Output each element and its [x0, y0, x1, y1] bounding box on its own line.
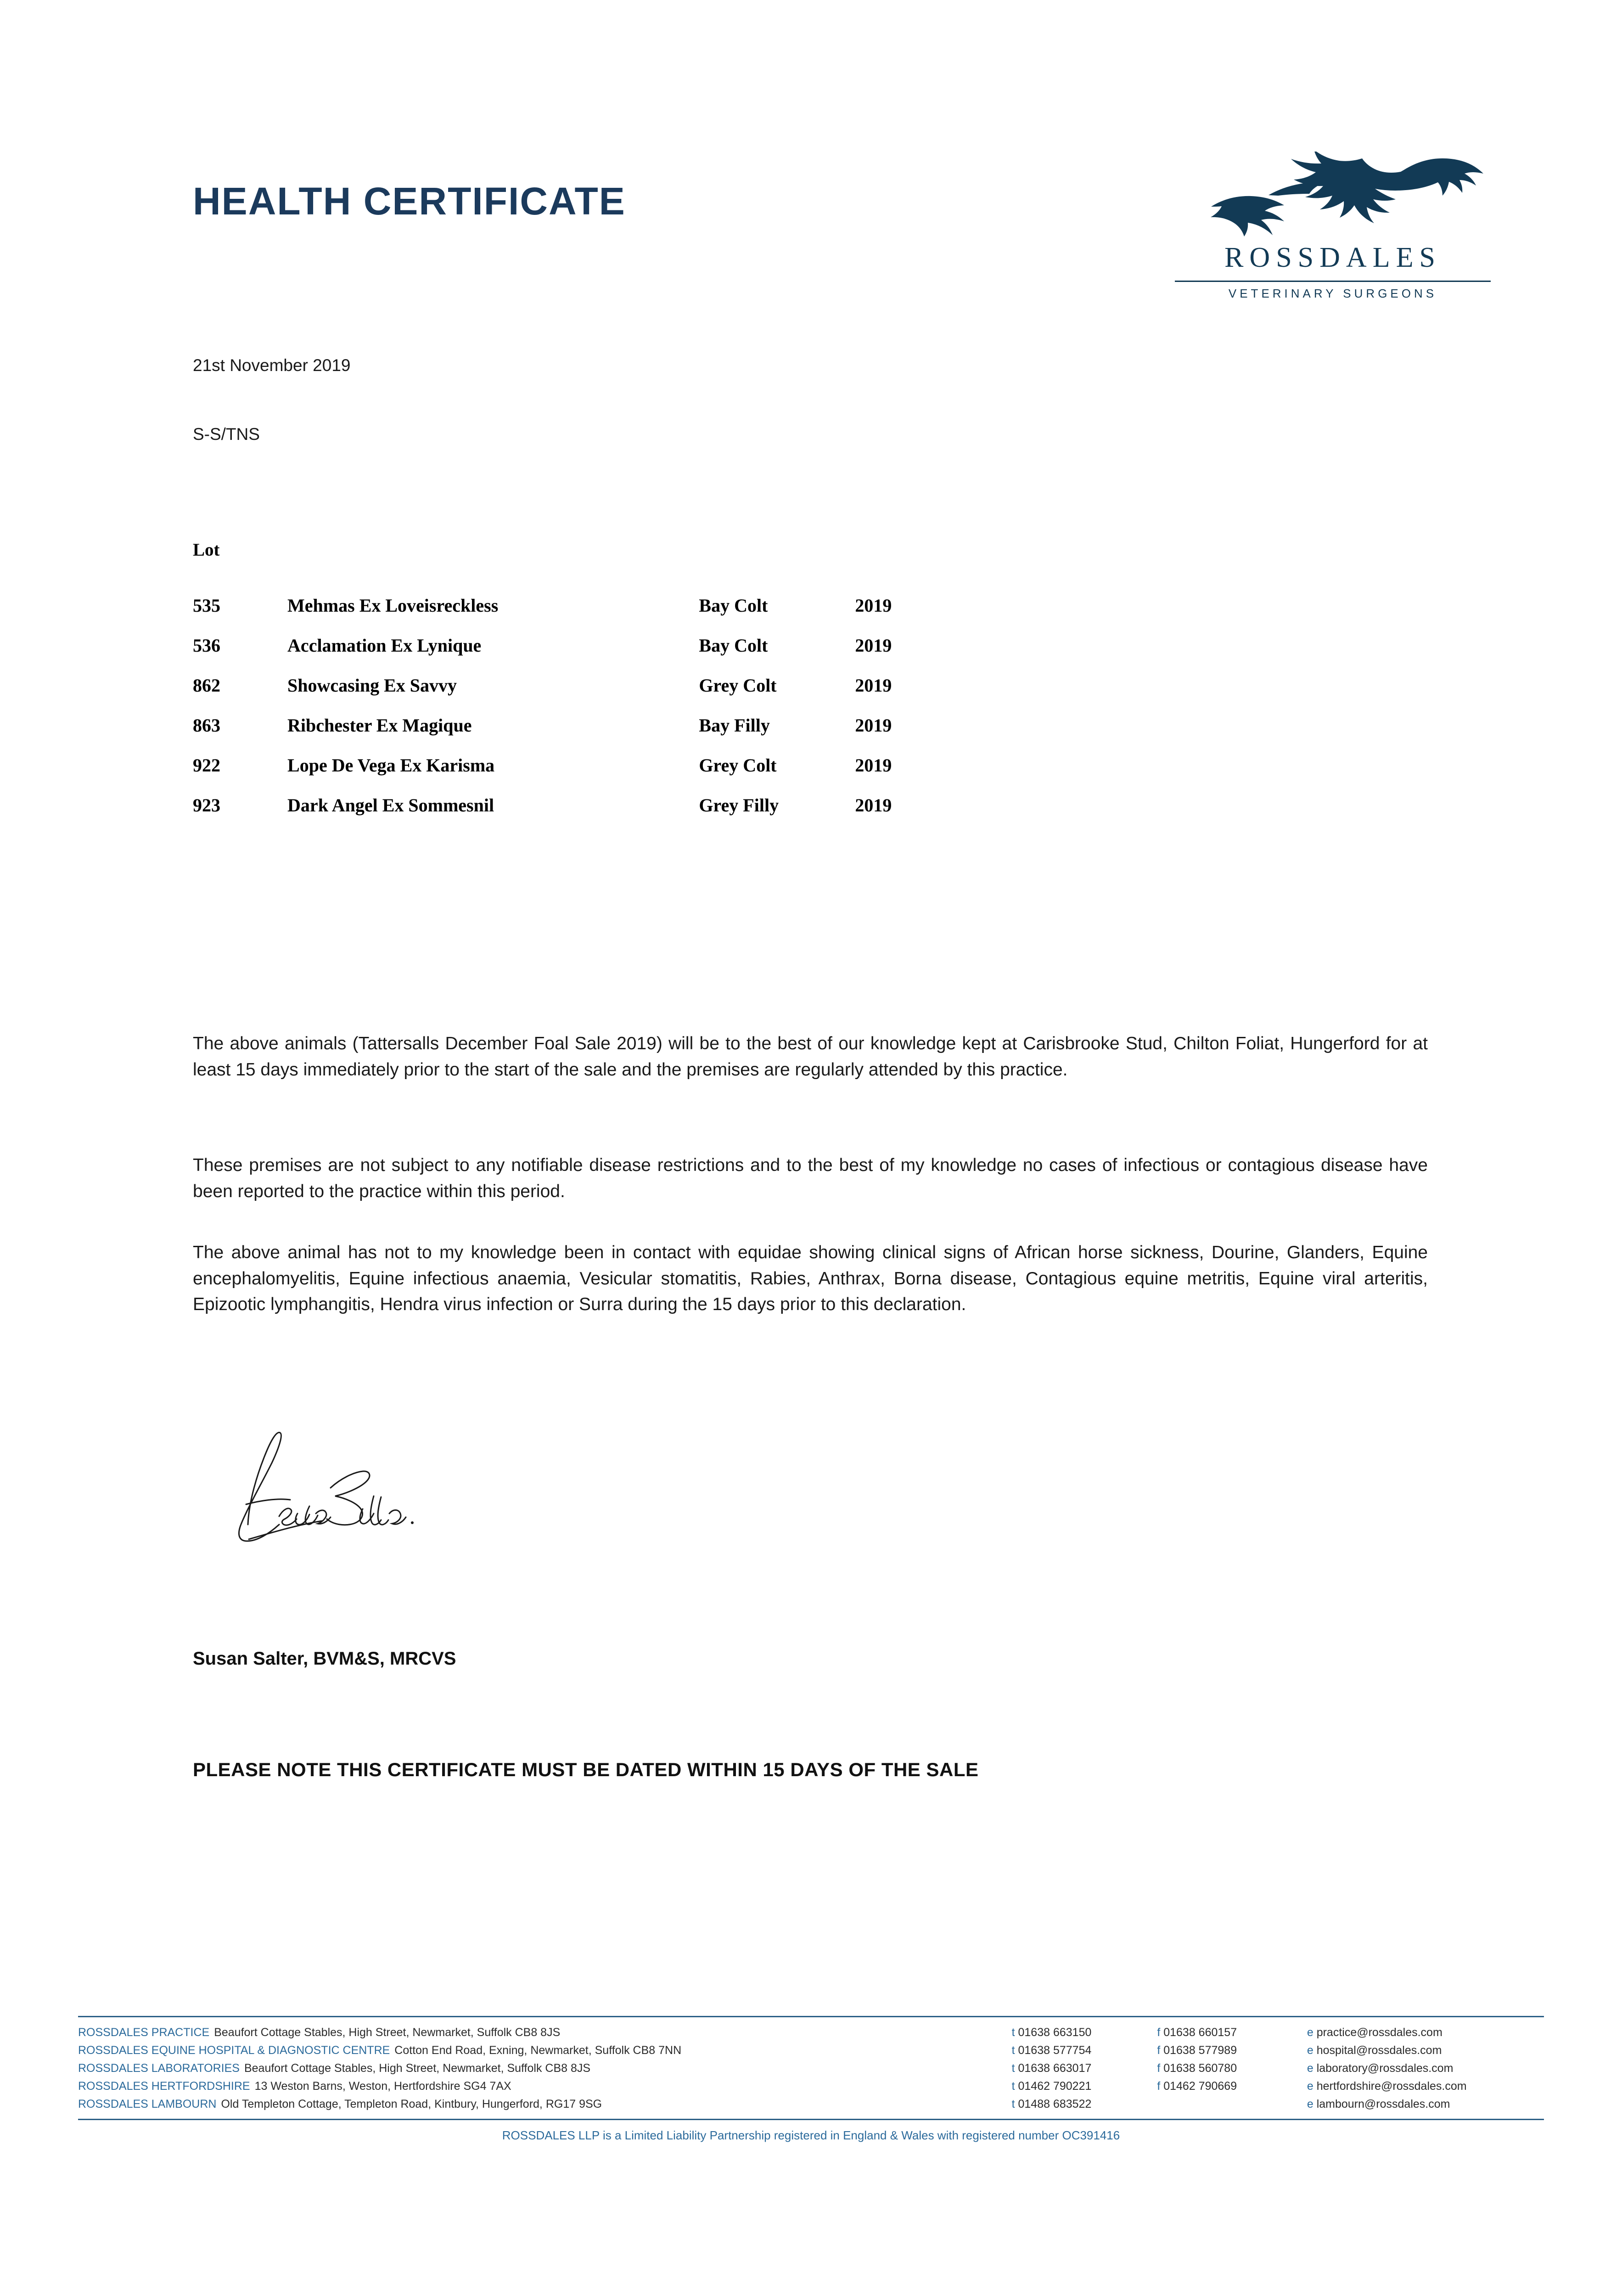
lot-number: 535: [193, 595, 220, 616]
lot-table: [193, 585, 973, 825]
lot-description: Grey Colt: [699, 755, 777, 776]
office-telephone: 01488 683522: [1018, 2098, 1092, 2110]
office-name: ROSSDALES LAMBOURN: [78, 2098, 217, 2110]
office-name: ROSSDALES HERTFORDSHIRE: [78, 2080, 250, 2093]
footer-contact-table: [78, 2024, 1544, 2113]
declaration-paragraph-1: The above animals (Tattersalls December Foal Sale 2019) will be to the best of our knowledge kept at Carisbrooke Stud, Chilton Foliat, Hungerford for at least 15 days immediately prior to the start of the sale and the premises are regularly attended by this practice.: [193, 1034, 1428, 1080]
lot-name: Ribchester Ex Magique: [287, 715, 472, 736]
table-row: [193, 705, 973, 745]
lot-description: Bay Colt: [699, 595, 768, 616]
tel-label: t: [1011, 2080, 1015, 2093]
lot-name: Lope De Vega Ex Karisma: [287, 755, 495, 776]
office-telephone: 01638 577754: [1018, 2044, 1092, 2057]
office-address: 13 Weston Barns, Weston, Hertfordshire SG4 7AX: [254, 2080, 511, 2093]
office-name: ROSSDALES EQUINE HOSPITAL & DIAGNOSTIC CENTRE: [78, 2044, 390, 2057]
office-email[interactable]: hertfordshire@rossdales.com: [1316, 2080, 1467, 2093]
lot-year: 2019: [855, 755, 892, 776]
lot-heading: Lot: [193, 540, 220, 560]
lot-year: 2019: [855, 595, 892, 616]
certificate-date: 21st November 2019: [193, 356, 351, 375]
lot-number: 862: [193, 675, 220, 696]
signatory-name: Susan Salter, BVM&S, MRCVS: [193, 1649, 456, 1669]
office-telephone: 01462 790221: [1018, 2080, 1092, 2093]
lot-name: Showcasing Ex Savvy: [287, 675, 457, 696]
galloping-horse-icon: [1172, 152, 1493, 239]
office-address: Beaufort Cottage Stables, High Street, Newmarket, Suffolk CB8 8JS: [244, 2062, 591, 2075]
email-label: e: [1307, 2026, 1313, 2039]
office-email[interactable]: lambourn@rossdales.com: [1316, 2098, 1450, 2110]
lot-description: Bay Colt: [699, 635, 768, 656]
lot-number: 863: [193, 715, 220, 736]
company-logo: [1172, 152, 1493, 301]
lot-name: Mehmas Ex Loveisreckless: [287, 595, 499, 616]
office-fax: 01638 660157: [1163, 2026, 1237, 2039]
email-label: e: [1307, 2044, 1313, 2057]
office-address: Cotton End Road, Exning, Newmarket, Suffolk CB8 7NN: [394, 2044, 682, 2057]
document-header: [193, 152, 1493, 344]
footer-legal-text: ROSSDALES LLP is a Limited Liability Partnership registered in England & Wales with registered number OC391416: [502, 2128, 1120, 2142]
email-label: e: [1307, 2062, 1313, 2075]
office-address: Old Templeton Cottage, Templeton Road, Kintbury, Hungerford, RG17 9SG: [221, 2098, 602, 2110]
footer-office-row: [78, 2060, 1544, 2077]
office-fax: 01462 790669: [1163, 2080, 1237, 2093]
office-email[interactable]: practice@rossdales.com: [1316, 2026, 1442, 2039]
office-fax: 01638 577989: [1163, 2044, 1237, 2057]
tel-label: t: [1011, 2062, 1015, 2075]
fax-label: f: [1157, 2044, 1161, 2057]
fax-label: f: [1157, 2026, 1161, 2039]
tel-label: t: [1011, 2098, 1015, 2110]
office-telephone: 01638 663017: [1018, 2062, 1092, 2075]
lot-name: Acclamation Ex Lynique: [287, 635, 482, 656]
lot-description: Grey Colt: [699, 675, 777, 696]
email-label: e: [1307, 2098, 1313, 2110]
lot-number: 536: [193, 635, 220, 656]
table-row: [193, 665, 973, 705]
tel-label: t: [1011, 2026, 1015, 2039]
lot-year: 2019: [855, 795, 892, 816]
office-address: Beaufort Cottage Stables, High Street, Newmarket, Suffolk CB8 8JS: [214, 2026, 561, 2039]
office-name: ROSSDALES LABORATORIES: [78, 2062, 240, 2075]
footer-office-row: [78, 2095, 1544, 2113]
lot-year: 2019: [855, 675, 892, 696]
lot-year: 2019: [855, 715, 892, 736]
lot-number: 923: [193, 795, 220, 816]
logo-divider: [1175, 281, 1491, 282]
declaration-paragraph-3: The above animal has not to my knowledge been in contact with equidae showing clinical signs of African horse sickness, Dourine, Glanders, Equine encephalomyelitis, Equine infectious anaemia, Vesicular stomatitis, Rabies, Anthrax, Borna disease, Contagious equine metritis, Equine viral arteritis, Epizootic lymphangitis, Hendra virus infection or Surra during the 15 days prior to this declaration.: [193, 1243, 1428, 1315]
fax-label: f: [1157, 2062, 1161, 2075]
office-email[interactable]: laboratory@rossdales.com: [1316, 2062, 1454, 2075]
table-row: [193, 625, 973, 665]
table-row: [193, 585, 973, 625]
certificate-reference: S-S/TNS: [193, 425, 260, 444]
table-row: [193, 745, 973, 785]
footer-bottom-rule: [78, 2119, 1544, 2120]
certificate-notice: PLEASE NOTE THIS CERTIFICATE MUST BE DATED WITHIN 15 DAYS OF THE SALE: [193, 1759, 979, 1780]
tel-label: t: [1011, 2044, 1015, 2057]
logo-wordmark: ROSSDALES: [1224, 242, 1441, 273]
page-footer: [78, 2016, 1544, 2143]
fax-label: f: [1157, 2080, 1161, 2093]
signature-image: [193, 1419, 514, 1552]
lot-name: Dark Angel Ex Sommesnil: [287, 795, 494, 816]
page-title: HEALTH CERTIFICATE: [193, 180, 626, 223]
lot-year: 2019: [855, 635, 892, 656]
office-telephone: 01638 663150: [1018, 2026, 1092, 2039]
lot-description: Bay Filly: [699, 715, 770, 736]
email-label: e: [1307, 2080, 1313, 2093]
office-fax: 01638 560780: [1163, 2062, 1237, 2075]
office-name: ROSSDALES PRACTICE: [78, 2026, 210, 2039]
declaration-paragraph-2: These premises are not subject to any notifiable disease restrictions and to the best of my knowledge no cases of infectious or contagious disease have been reported to the practice within this period.: [193, 1155, 1428, 1201]
office-email[interactable]: hospital@rossdales.com: [1316, 2044, 1442, 2057]
logo-subtitle: VETERINARY SURGEONS: [1228, 287, 1437, 300]
table-row: [193, 785, 973, 825]
footer-office-row: [78, 2024, 1544, 2042]
footer-office-row: [78, 2042, 1544, 2060]
footer-top-rule: [78, 2016, 1544, 2017]
footer-office-row: [78, 2077, 1544, 2095]
lot-number: 922: [193, 755, 220, 776]
lot-description: Grey Filly: [699, 795, 779, 816]
